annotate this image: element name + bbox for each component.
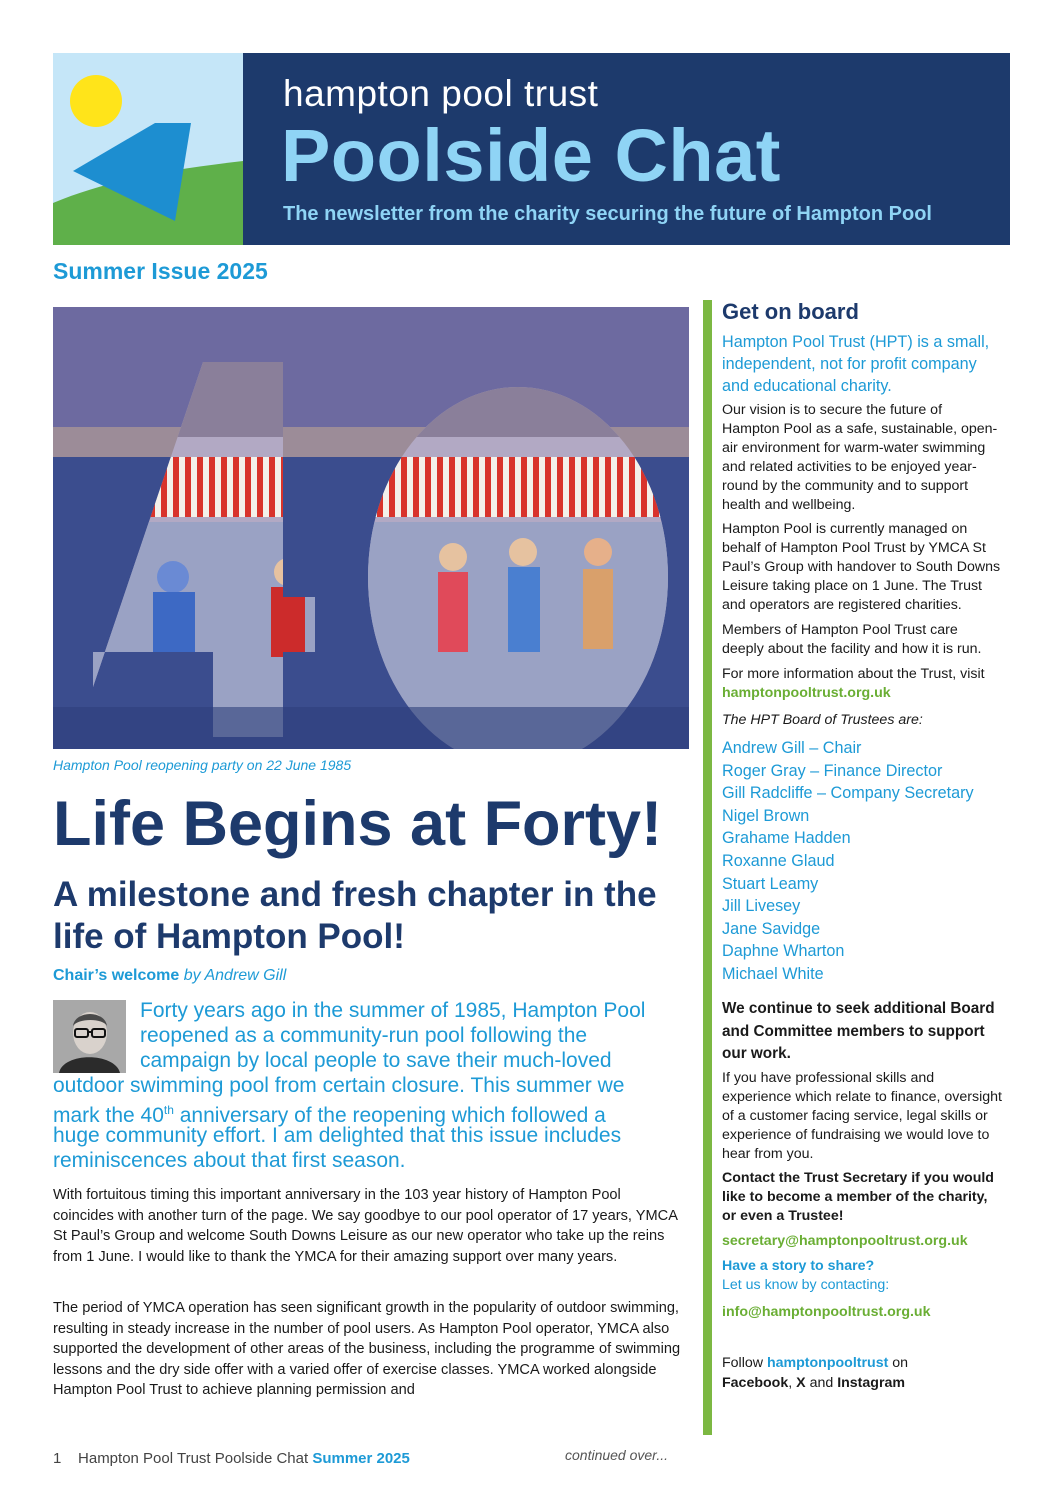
byline-author: by Andrew Gill [183,967,287,984]
skills-text: If you have professional skills and experience which relate to finance, oversight of a customer facing service, legal skills or experience of fundraising we would love to hear from you. [722,1070,1002,1162]
website-link[interactable]: hamptonpooltrust.org.uk [722,685,891,701]
headline: Life Begins at Forty! [53,789,663,859]
follow-line [722,1354,1002,1373]
more-info-label: For more information about the Trust, visit [722,666,985,682]
trustee-item: Gill Radcliffe – Company Secretary [722,784,974,803]
secretary-email-link[interactable]: secretary@hamptonpooltrust.org.uk [722,1233,968,1249]
sidebar-lead: Hampton Pool Trust (HPT) is a small, independent, not for profit company and educational charity. [722,333,990,395]
more-info-text [722,665,1002,703]
author-portrait [53,1000,126,1073]
x-link[interactable]: X [796,1375,806,1391]
masthead [53,53,1010,245]
intro-line: huge community effort. I am delighted that this issue includes [53,1124,622,1147]
body-paragraph: With fortuitous timing this important anniversary in the 103 year history of Hampton Pool coincides with another turn of the page. We say goodbye to our pool operator of 17 years, YMCA St Paul’s Group and welcome South Downs Leisure as our new operator who take up the reins from 1 June. I would like to thank the YMCA for their amazing support over many years. [53,1187,678,1265]
conjunction: and [809,1375,834,1391]
newsletter-title: Poolside Chat [281,114,781,197]
trustee-item: Jill Livesey [722,897,801,916]
intro-line: campaign by local people to save their much-loved [140,1049,612,1072]
recruit-heading: We continue to seek additional Board and Committee members to support our work. [722,1000,995,1062]
subheadline: A milestone and fresh chapter in the life of Hampton Pool! [53,875,657,956]
trustee-item: Jane Savidge [722,919,821,938]
story-text: Let us know by contacting: [722,1277,890,1293]
intro-line-part: mark the 40 [53,1104,164,1127]
trustee-item: Daphne Wharton [722,942,845,961]
contact-text: Contact the Trust Secretary if you would like to become a member of the charity, or even a Trustee! [722,1170,994,1224]
hero-photo [53,307,689,749]
continued-note: continued over... [565,1447,668,1463]
intro-line: reopened as a community-run pool following the [140,1024,588,1047]
intro-line: reminiscences about that first season. [53,1149,406,1172]
intro-line-part: anniversary of the reopening which followed a [173,1104,606,1127]
body-paragraph: The period of YMCA operation has seen significant growth in the popularity of outdoor swimming, resulting in steady increase in the number of pool users. As Hampton Pool operator, YMCA also supported the development of other areas of the business, including the programme of swimming lessons and the dry side offer with a varied offer of exercise classes. YMCA worked alongside Hampton Pool Trust to achieve planning permission and [53,1300,681,1398]
trustee-item: Michael White [722,964,824,983]
brand-name: hampton pool trust [283,73,599,114]
issue-label: Summer Issue 2025 [53,258,268,284]
pool-logo-icon [53,53,243,245]
tagline: The newsletter from the charity securing the future of Hampton Pool [283,203,932,225]
byline [53,967,286,985]
managed-text: Hampton Pool is currently managed on behalf of Hampton Pool Trust by YMCA St Paul’s Group with handover to South Downs Leisure taking place on 1 June. The Trust and operators are registered charities. [722,521,1001,613]
separator: , [788,1375,793,1391]
info-email-link[interactable]: info@hamptonpooltrust.org.uk [722,1304,931,1320]
trustee-item: Roxanne Glaud [722,851,835,870]
intro-line: outdoor swimming pool from certain closure. This summer we [53,1074,625,1097]
trustee-item: Stuart Leamy [722,874,819,893]
facebook-link[interactable]: Facebook [722,1375,789,1391]
vision-text: Our vision is to secure the future of Hampton Pool as a safe, sustainable, open-air environment for warm-water swimming and related activities to be enjoyed year-round by the community and to support health and wellbeing. [722,402,998,513]
story-title: Have a story to share? [722,1258,875,1274]
follow-on: on [892,1355,909,1371]
trustee-list [722,737,974,986]
follow-label: Follow [722,1355,763,1371]
sidebar-heading: Get on board [722,299,859,324]
photo-caption: Hampton Pool reopening party on 22 June 1985 [53,757,352,773]
ordinal-suffix: th [163,1103,174,1117]
intro-line: Forty years ago in the summer of 1985, Hampton Pool [140,999,646,1022]
footer-season: Summer 2025 [312,1450,410,1467]
instagram-link[interactable]: Instagram [837,1375,905,1391]
footer-title: Hampton Pool Trust Poolside Chat [78,1450,309,1467]
trustee-item: Grahame Hadden [722,829,851,848]
page-number: 1 [53,1450,62,1467]
page-footer [53,1450,410,1467]
members-text: Members of Hampton Pool Trust care deeply about the facility and how it is run. [722,622,982,657]
social-networks [722,1374,1002,1393]
sidebar-accent-bar [703,300,712,1435]
trustee-item: Nigel Brown [722,806,810,825]
trustee-item: Roger Gray – Finance Director [722,761,943,780]
social-handle-link[interactable]: hamptonpooltrust [766,1355,889,1371]
board-intro: The HPT Board of Trustees are: [722,712,923,728]
trustee-item: Andrew Gill – Chair [722,739,862,757]
byline-label: Chair’s welcome [53,967,180,984]
